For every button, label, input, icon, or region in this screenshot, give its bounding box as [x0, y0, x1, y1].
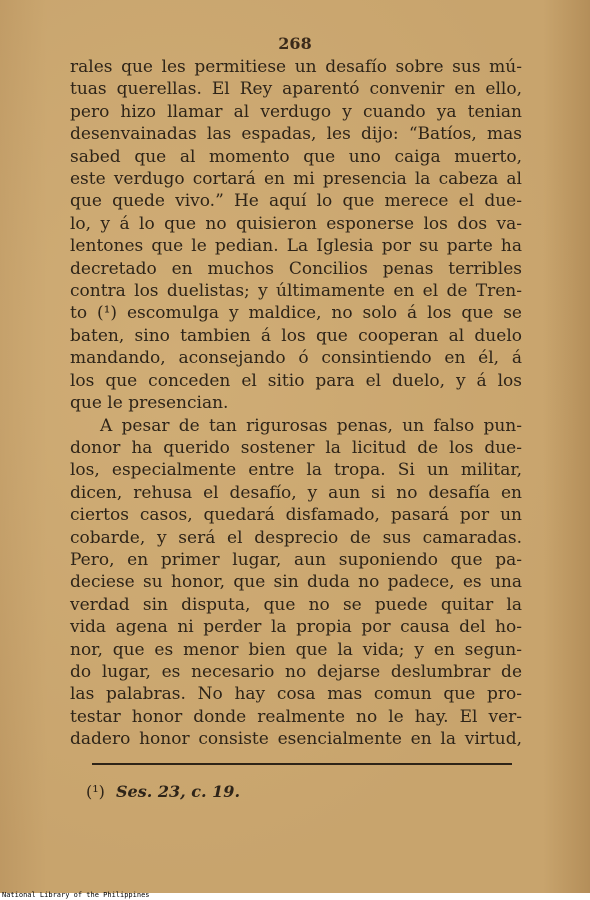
text-line: decretado en muchos Concilios penas terribles: [70, 258, 522, 279]
text-line: los que conceden el sitio para el duelo, y á los: [70, 370, 522, 391]
text-line: que quede vivo.” He aquí lo que merece el due-: [70, 191, 522, 212]
text-line: mandando, aconsejando ó consintiendo en él, á: [70, 348, 522, 369]
text-line: A pesar de tan rigurosas penas, un falso pun-: [100, 415, 522, 436]
text-line: dadero honor consiste esencialmente en la virtud,: [70, 729, 522, 750]
text-line: nor, que es menor bien que la vida; y en segun-: [70, 639, 522, 660]
text-line: tuas querellas. El Rey aparentó convenir en ello,: [70, 79, 522, 100]
text-line: desenvainadas las espadas, les dijo: “Batíos, mas: [70, 124, 522, 145]
footnote-reference: Ses. 23, c. 19.: [116, 782, 241, 801]
text-line: deciese su honor, que sin duda no padece, es una: [70, 572, 522, 593]
text-line: pero hizo llamar al verdugo y cuando ya tenian: [70, 101, 522, 122]
text-line: dicen, rehusa el desafío, y aun si no desafía en: [70, 482, 522, 503]
text-line: verdad sin disputa, que no se puede quitar la: [70, 594, 522, 615]
text-line: testar honor donde realmente no le hay. El ver-: [70, 706, 522, 727]
text-line: cobarde, y será el desprecio de sus camaradas.: [70, 527, 522, 548]
page-number: 268: [278, 34, 312, 53]
text-line: ciertos casos, quedará disfamado, pasará por un: [70, 505, 522, 526]
text-line: to (¹) escomulga y maldice, no solo á los que se: [70, 303, 522, 324]
text-line: sabed que al momento que uno caiga muerto,: [70, 146, 522, 167]
text-line: lo, y á lo que no quisieron esponerse los dos va-: [70, 213, 522, 234]
footnote-divider: [92, 763, 512, 765]
text-line: que le presencian.: [70, 393, 229, 414]
text-line: rales que les permitiese un desafío sobre sus mú-: [70, 57, 522, 77]
text-line: vida agena ni perder la propia por causa del ho-: [70, 617, 522, 638]
text-line: este verdugo cortará en mi presencia la cabeza al: [70, 169, 522, 190]
text-line: lentones que le pedian. La Iglesia por su parte ha: [70, 236, 522, 257]
text-line: Pero, en primer lugar, aun suponiendo que pa-: [70, 549, 522, 570]
text-line: donor ha querido sostener la licitud de los due-: [70, 437, 522, 458]
footnote: [86, 782, 240, 801]
body-text: [70, 56, 522, 751]
text-line: do lugar, es necesario no dejarse deslumbrar de: [70, 661, 522, 682]
library-watermark: National Library of the Philippines: [2, 891, 150, 899]
text-line: baten, sino tambien á los que cooperan al duelo: [70, 325, 522, 346]
footnote-marker: (¹): [86, 782, 105, 801]
text-line: contra los duelistas; y últimamente en el de Tren-: [70, 281, 522, 302]
text-line: las palabras. No hay cosa mas comun que pro-: [70, 684, 522, 705]
text-line: los, especialmente entre la tropa. Si un militar,: [70, 460, 522, 481]
